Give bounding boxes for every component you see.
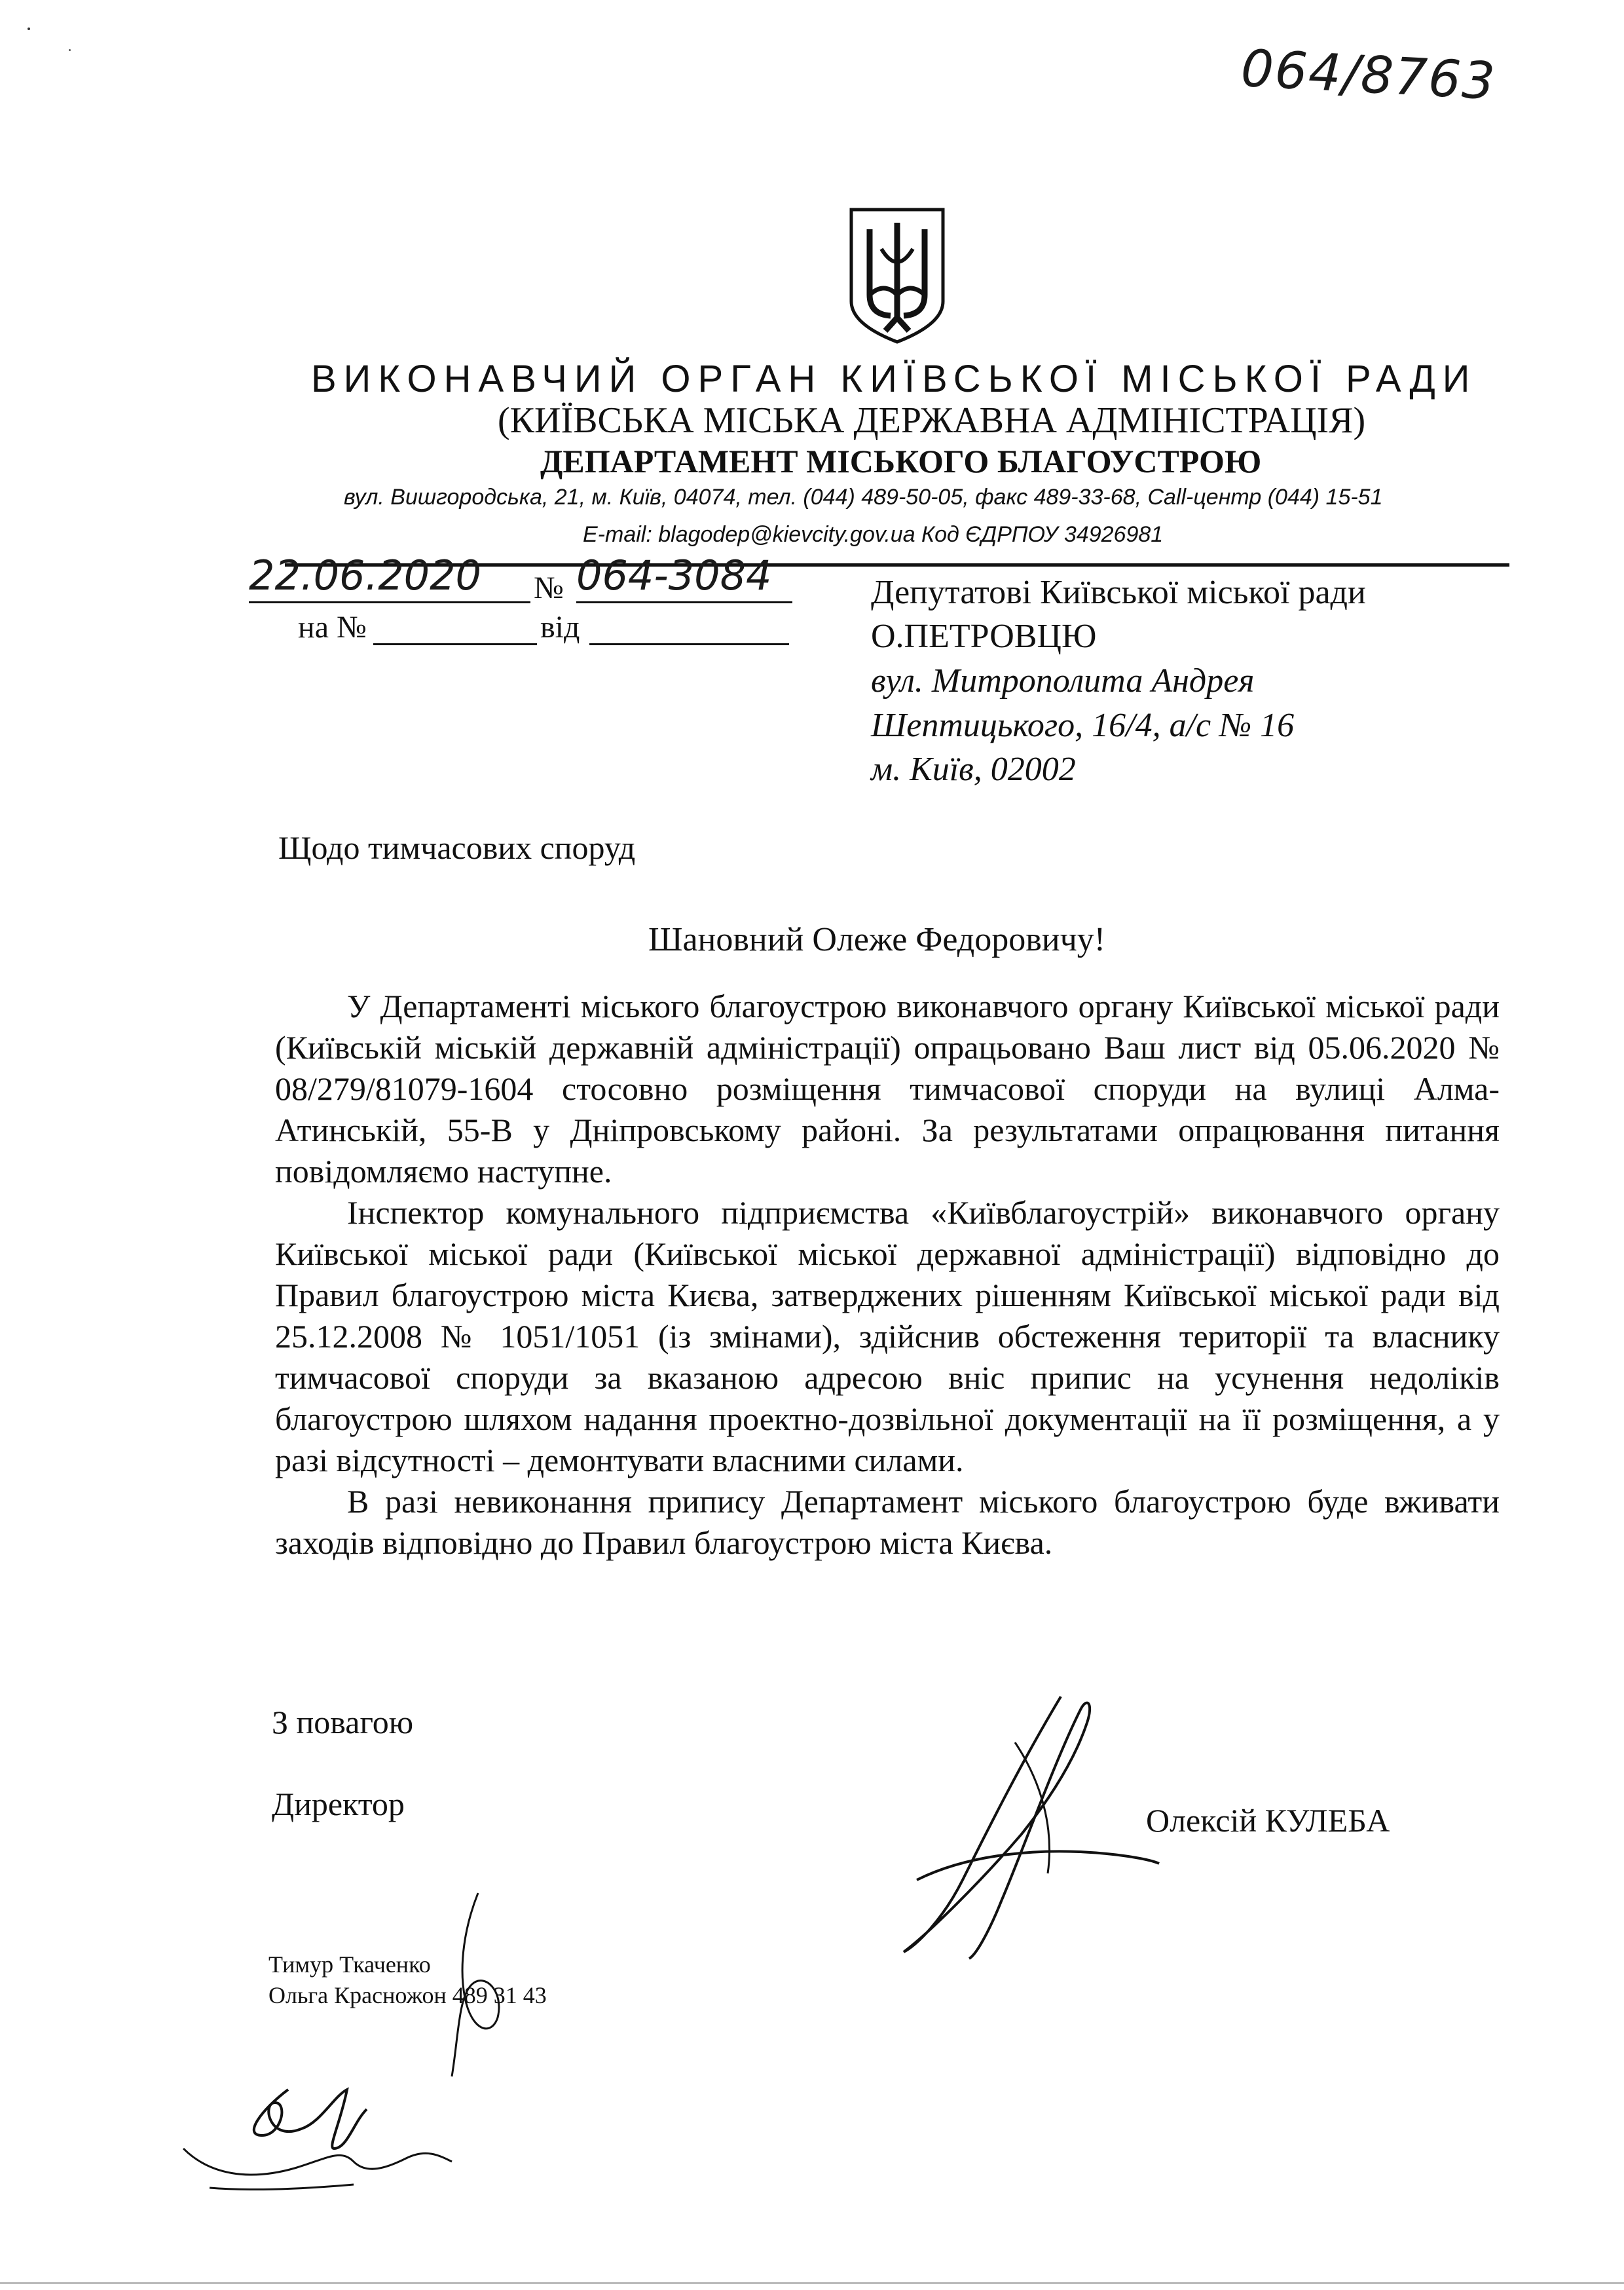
letter-greeting: Шановний Олеже Федоровичу! (648, 921, 1106, 958)
recipient-title: Депутатові Київської міської ради (871, 574, 1366, 611)
outgoing-number: 064-3084 (576, 552, 772, 599)
director-signature (891, 1683, 1166, 1965)
letter-subject: Щодо тимчасових споруд (278, 829, 636, 866)
scan-speck (69, 49, 71, 51)
letter-closing: З повагою (272, 1704, 414, 1740)
organization-name: ВИКОНАВЧИЙ ОРГАН КИЇВСЬКОЇ МІСЬКОЇ РАДИ (311, 358, 1477, 400)
body-paragraph: У Департаменті міського благоустрою виконавчого органу Київської міської ради (Київській міській державній адміністрації) опрацьовано Ваш лист від 05.06.2020 № 08/279/81079-1604 стосовно розміщення тимчасової споруди на вулиці Алма-Атинській, 55-В у Дніпровському районі. За результатами опрацювання питання повідомляємо наступне. (275, 988, 1500, 1190)
recipient-street-2: Шептицького, 16/4, а/с № 16 (871, 707, 1295, 744)
page-bottom-edge (0, 2282, 1624, 2284)
organization-contacts: E-mail: blagodep@kievcity.gov.ua Код ЄДРПОУ 34926981 (583, 522, 1164, 547)
number-underline (576, 601, 792, 603)
recipient-name: О.ПЕТРОВЦЮ (871, 618, 1097, 655)
signer-position: Директор (272, 1786, 405, 1822)
department-name: ДЕПАРТАМЕНТ МІСЬКОГО БЛАГОУСТРОЮ (540, 443, 1262, 479)
body-paragraph: Інспектор комунального підприємства «Київблагоустрій» виконавчого органу Київської міської ради (Київської міської державної адміністрації) відповідно до Правил благоустрою міста Києва, затверджених рішенням Київської міської ради від 25.12.2008 № 1051/1051 (із змінами), здійснив обстеження території та власнику тимчасової споруди за вказаною адресою вніс припис на усунення недоліків благоустрою шляхом надання проектно-дозвільної документації на її розміщення, а у разі відсутності – демонтувати власними силами. (275, 1194, 1500, 1478)
executor-line: Тимур Ткаченко (268, 1951, 431, 1978)
outgoing-date: 22.06.2020 (249, 552, 481, 599)
recipient-city: м. Київ, 02002 (871, 751, 1076, 788)
reply-date-underline (589, 643, 789, 645)
executor-contact: Ольга Красножон 489 31 43 (268, 1982, 547, 2008)
approval-signature (170, 2050, 465, 2201)
body-paragraph: В разі невиконання припису Департамент міського благоустрою буде вживати заходів відповідно до Правил благоустрою міста Києва. (275, 1483, 1500, 1561)
signer-name: Олексій КУЛЕБА (1146, 1802, 1390, 1839)
letter-body (275, 986, 1500, 1564)
handwritten-registration-number: 064/8763 (1239, 39, 1498, 112)
scan-speck (28, 28, 30, 30)
recipient-street: вул. Митрополита Андрея (871, 662, 1255, 700)
reply-number-underline (373, 643, 537, 645)
date-underline (249, 601, 530, 603)
outgoing-number-label: № (534, 571, 564, 605)
reply-number-label: на № (298, 610, 367, 645)
reply-date-label: від (540, 610, 580, 645)
coat-of-arms-icon (845, 203, 950, 347)
organization-subtitle: (КИЇВСЬКА МІСЬКА ДЕРЖАВНА АДМІНІСТРАЦІЯ) (498, 400, 1366, 441)
organization-address: вул. Вишгородська, 21, м. Київ, 04074, тел. (044) 489-50-05, факс 489-33-68, Call-центр (044) 15-51 (344, 485, 1383, 510)
